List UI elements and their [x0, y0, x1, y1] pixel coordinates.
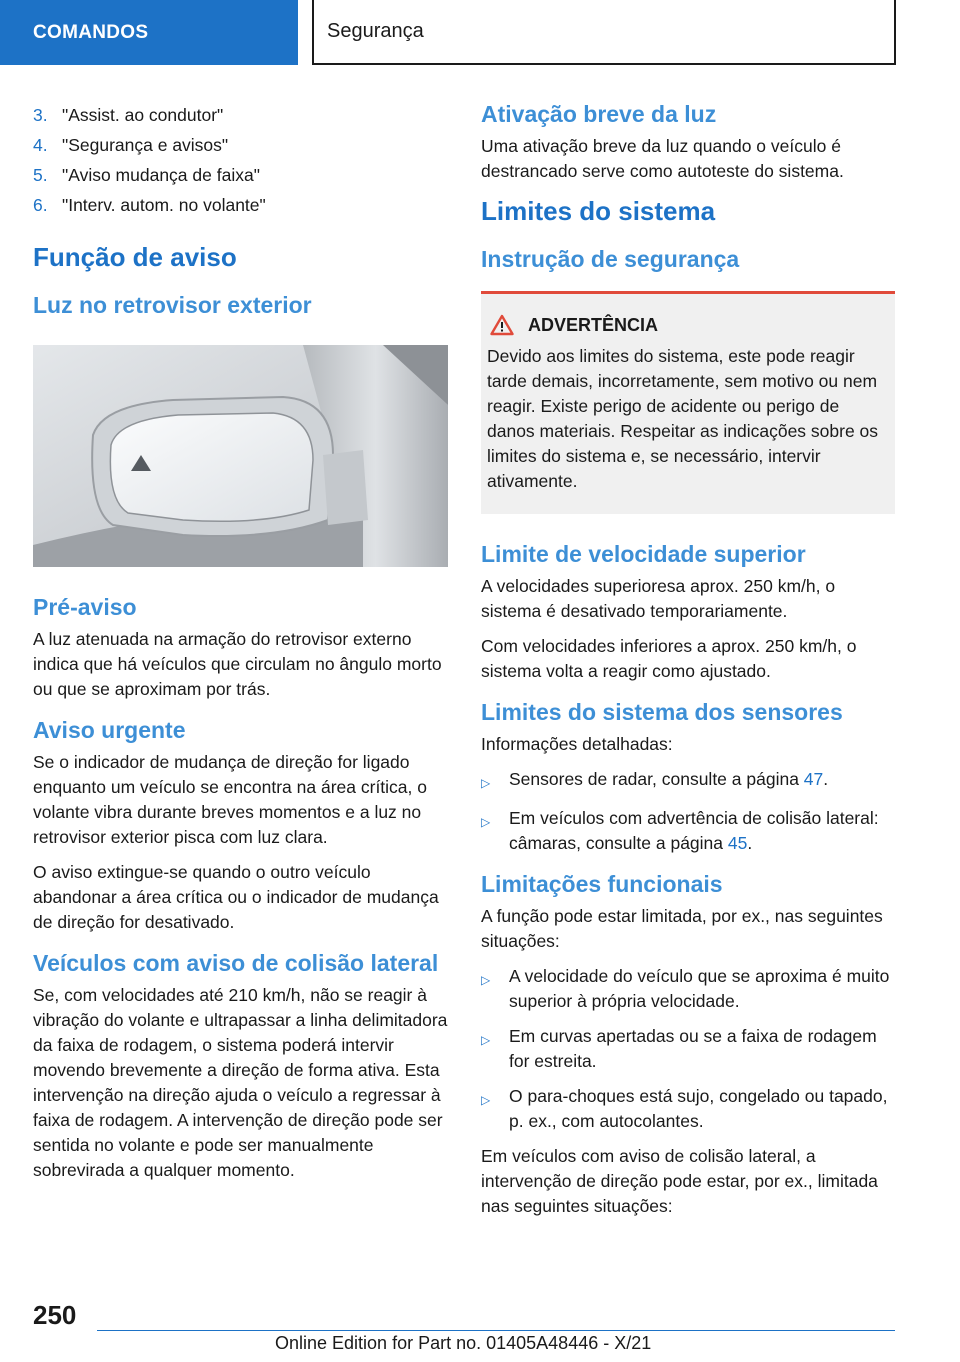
footer-divider: [97, 1330, 895, 1331]
list-item: ▷ Em veículos com advertência de colisão lateral: câmaras, consulte a página 45.: [481, 806, 895, 856]
section-title: Segurança: [312, 0, 896, 65]
bullet-triangle-icon: ▷: [481, 1033, 491, 1047]
paragraph: Uma ativação breve da luz quando o veículo é destrancado serve como autoteste do sistema.: [481, 136, 844, 181]
bullet-triangle-icon: ▷: [481, 776, 491, 790]
paragraph: A luz atenuada na armação do retrovisor externo indica que há veículos que circulam no ângulo morto ou que se aproximam por trás.: [33, 629, 442, 699]
heading-limites-sensores: Limites do sistema dos sensores: [481, 699, 843, 725]
list-item: ▷ Em curvas apertadas ou se a faixa de rodagem for estreita.: [481, 1024, 895, 1074]
heading-funcao-aviso: Função de aviso: [33, 242, 237, 272]
paragraph: Se o indicador de mudança de direção for ligado enquanto um veículo se encontra na área crítica, o volante vibra durante breves momentos e a luz no retrovisor exterior pisca com luz clara.: [33, 752, 427, 847]
heading-limitacoes-funcionais: Limitações funcionais: [481, 871, 723, 897]
paragraph: Se, com velocidades até 210 km/h, não se reagir à vibração do volante e ultrapassar a linha delimitadora da faixa de rodagem, o sistema poderá intervir movendo brevemente a direção de forma ativa. Esta intervenção na direção ajuda o veículo a regressar à faixa de rodagem. A intervenção de direção pode ser sentida no volante e pode ser manualmente sobrevirada a qualquer momento.: [33, 985, 448, 1180]
list-item: ▷ A velocidade do veículo que se aproxima é muito superior à própria velocidade.: [481, 964, 895, 1014]
heading-limites-sistema: Limites do sistema: [481, 196, 716, 226]
paragraph: Informações detalhadas:: [481, 734, 673, 754]
paragraph: O aviso extingue-se quando o outro veículo abandonar a área crítica ou o indicador de mudança de direção for desativado.: [33, 862, 439, 932]
sensor-list: [481, 767, 895, 856]
chapter-tab: COMANDOS: [0, 0, 298, 65]
limitations-list: [481, 964, 895, 1134]
list-item: ▷ O para-choques está sujo, congelado ou tapado, p. ex., com autocolantes.: [481, 1084, 895, 1134]
heading-ativacao-luz: Ativação breve da luz: [481, 101, 717, 127]
list-item: 6. "Interv. autom. no volante": [33, 195, 266, 215]
page-link-45[interactable]: 45: [727, 833, 748, 853]
page-number: 250: [33, 1300, 77, 1330]
right-column: [481, 100, 895, 1229]
paragraph: A função pode estar limitada, por ex., nas seguintes situações:: [481, 906, 883, 951]
bullet-triangle-icon: ▷: [481, 815, 491, 829]
left-column: [33, 100, 448, 1193]
heading-limite-velocidade: Limite de velocidade superior: [481, 541, 806, 567]
list-item: 3. "Assist. ao condutor": [33, 105, 224, 125]
mirror-illustration: [33, 345, 448, 567]
warning-title: ADVERTÊNCIA: [487, 314, 889, 336]
list-item: 5. "Aviso mudança de faixa": [33, 165, 260, 185]
page-link-47[interactable]: 47: [803, 769, 824, 789]
heading-luz-retrovisor: Luz no retrovisor exterior: [33, 292, 312, 318]
paragraph: A velocidades superioresa aprox. 250 km/h, o sistema é desativado temporariamente.: [481, 576, 836, 621]
warning-text: Devido aos limites do sistema, este pode reagir tarde demais, incorretamente, sem motivo ou nem reagir. Existe perigo de acidente ou perigo de danos materiais. Respeitar as indicações sobre os limites do sistema e, se necessário, intervir ativamente.: [487, 346, 879, 491]
bullet-triangle-icon: ▷: [481, 1093, 491, 1107]
heading-aviso-urgente: Aviso urgente: [33, 717, 186, 743]
warning-box: [481, 291, 895, 514]
heading-pre-aviso: Pré-aviso: [33, 594, 137, 620]
paragraph: Em veículos com aviso de colisão lateral, a intervenção de direção pode estar, por ex., limitada nas seguintes situações:: [481, 1146, 878, 1216]
menu-path-list: [33, 100, 448, 220]
footer-edition: Online Edition for Part no. 01405A48446 - X/21: [275, 1333, 652, 1353]
paragraph: Com velocidades inferiores a aprox. 250 km/h, o sistema volta a reagir como ajustado.: [481, 636, 857, 681]
bullet-triangle-icon: ▷: [481, 973, 491, 987]
list-item: ▷ Sensores de radar, consulte a página 47.: [481, 767, 895, 796]
list-item: 4. "Segurança e avisos": [33, 135, 229, 155]
heading-instrucao-seguranca: Instrução de segurança: [481, 246, 740, 272]
heading-colisao-lateral: Veículos com aviso de colisão lateral: [33, 950, 439, 976]
warning-triangle-icon: [490, 314, 514, 336]
